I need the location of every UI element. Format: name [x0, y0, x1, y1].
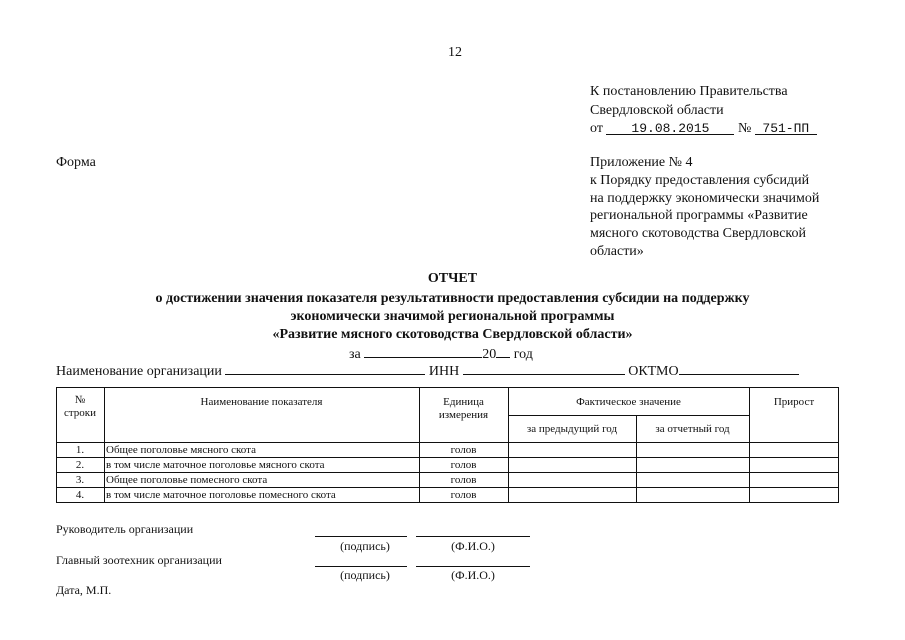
row-2-num: 2.: [75, 459, 85, 471]
year-suffix: год: [513, 347, 533, 362]
row-3-unit: голов: [450, 474, 477, 486]
year-blank[interactable]: [496, 342, 510, 358]
resolution-number: 751-ПП: [755, 119, 817, 135]
table-hline: [56, 487, 839, 488]
oktmo-label: ОКТМО: [628, 364, 679, 379]
inn-label: ИНН: [428, 364, 460, 379]
org-line: [56, 359, 799, 381]
table-hline: [56, 457, 839, 458]
row-2-unit: голов: [450, 459, 477, 471]
inn-blank[interactable]: [463, 359, 625, 375]
period-blank[interactable]: [364, 342, 482, 358]
row-3-name: Общее поголовье помесного скота: [106, 474, 268, 486]
za-label: за: [349, 347, 361, 362]
report-title-line-3: «Развитие мясного скотоводства Свердловской области»: [272, 327, 633, 342]
appendix-line-1: Приложение № 4: [590, 155, 693, 170]
row-2-name: в том числе маточное поголовье мясного скота: [106, 459, 325, 471]
year-prefix: 20: [482, 347, 497, 362]
report-title-line-1: о достижении значения показателя результативности предоставления субсидии на поддержку: [155, 291, 750, 306]
head-label: Руководитель организации: [56, 522, 194, 536]
resolution-date-line: [590, 119, 817, 138]
header-indicator: Наименование показателя: [200, 396, 323, 408]
oktmo-blank[interactable]: [679, 359, 799, 375]
row-1-num: 1.: [75, 444, 85, 456]
head-signature-line[interactable]: [315, 536, 407, 537]
org-name-blank[interactable]: [225, 359, 425, 375]
appendix-line-6: области»: [590, 244, 644, 259]
from-label: от: [590, 121, 603, 136]
header-num-line-1: №: [74, 394, 86, 406]
number-label: №: [737, 121, 752, 136]
table-hline: [56, 442, 839, 443]
row-1-name: Общее поголовье мясного скота: [106, 444, 256, 456]
resolution-line-2: Свердловской области: [590, 103, 724, 118]
header-actual: Фактическое значение: [576, 396, 681, 408]
resolution-line-1: К постановлению Правительства: [590, 84, 788, 99]
head-fio-line[interactable]: [416, 536, 530, 537]
header-unit-line-2: измерения: [438, 409, 489, 421]
row-3-num: 3.: [75, 474, 85, 486]
zoo-label: Главный зоотехник организации: [56, 553, 222, 567]
header-prev-year: за предыдущий год: [526, 423, 618, 435]
appendix-line-5: мясного скотоводства Свердловской: [590, 226, 806, 241]
org-name-label: Наименование организации: [56, 364, 222, 379]
report-table: [56, 387, 839, 503]
header-num: [56, 394, 104, 420]
appendix-line-2: к Порядку предоставления субсидий: [590, 173, 810, 188]
header-unit: [419, 396, 508, 422]
row-1-unit: голов: [450, 444, 477, 456]
row-4-unit: голов: [450, 489, 477, 501]
head-signature-caption: (подпись): [340, 539, 390, 553]
resolution-date: 19.08.2015: [606, 119, 734, 135]
zoo-fio-caption: (Ф.И.О.): [451, 568, 495, 582]
row-4-name: в том числе маточное поголовье помесного скота: [106, 489, 336, 501]
report-heading: ОТЧЕТ: [427, 271, 478, 286]
zoo-signature-caption: (подпись): [340, 568, 390, 582]
report-title-line-2: экономически значимой региональной программы: [290, 309, 615, 324]
zoo-signature-line[interactable]: [315, 566, 407, 567]
zoo-fio-line[interactable]: [416, 566, 530, 567]
table-hline: [508, 415, 749, 416]
row-4-num: 4.: [75, 489, 85, 501]
appendix-line-3: на поддержку экономически значимой: [590, 191, 820, 206]
date-label: Дата, М.П.: [56, 583, 112, 597]
header-unit-line-1: Единица: [443, 396, 484, 408]
header-growth: Прирост: [773, 396, 815, 408]
page-number: 12: [448, 45, 462, 60]
head-fio-caption: (Ф.И.О.): [451, 539, 495, 553]
header-num-line-2: строки: [63, 407, 97, 419]
appendix-line-4: региональной программы «Развитие: [590, 208, 808, 223]
header-report-year: за отчетный год: [655, 423, 730, 435]
form-label: Форма: [56, 155, 96, 170]
table-hline: [56, 472, 839, 473]
